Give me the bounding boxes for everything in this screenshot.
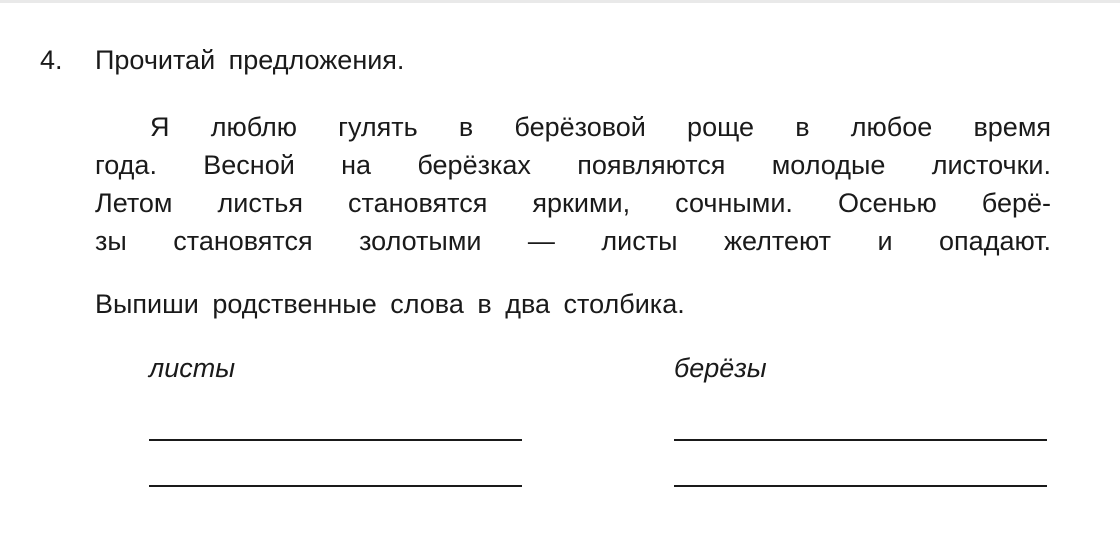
passage-line: года. Весной на берёзках появляются молодые листочки.: [95, 150, 1051, 180]
column-header: берёзы: [674, 353, 767, 383]
answer-line[interactable]: [674, 485, 1047, 487]
task-instruction: Выпиши родственные слова в два столбика.: [95, 289, 685, 319]
column-header: листы: [149, 353, 236, 383]
answer-line[interactable]: [674, 439, 1047, 441]
task-number: 4.: [40, 45, 63, 75]
answer-column-left: [149, 350, 235, 386]
passage-line: зы становятся золотыми — листы желтеют и опадают.: [95, 226, 1051, 256]
passage-line: Я люблю гулять в берёзовой роще в любое время: [150, 112, 1051, 142]
answer-line[interactable]: [149, 439, 522, 441]
answer-line[interactable]: [149, 485, 522, 487]
reading-passage: [95, 108, 1051, 260]
task-title: Прочитай предложения.: [95, 45, 405, 75]
passage-line: Летом листья становятся яркими, сочными. Осенью берё-: [95, 188, 1051, 218]
answer-column-right: [674, 350, 767, 386]
